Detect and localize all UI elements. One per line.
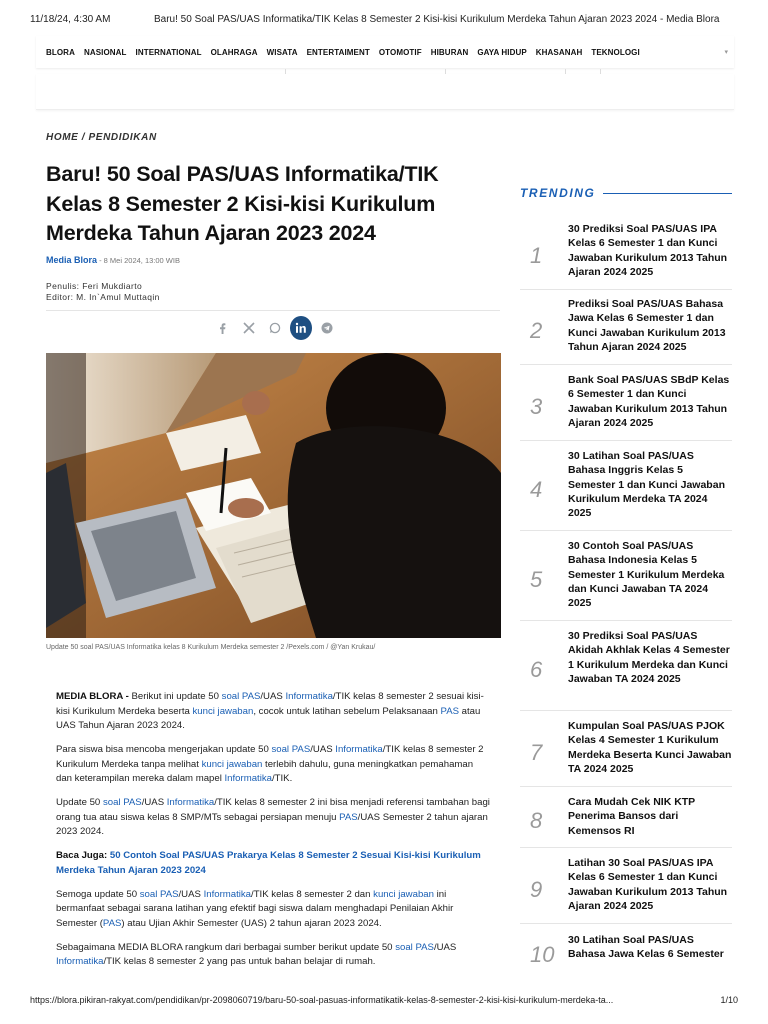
trending-title[interactable]: 30 Prediksi Soal PAS/UAS IPA Kelas 6 Semester 1 dan Kunci Jawaban Kurikulum 2013 Tahun Ajaran 2024 2025 bbox=[568, 223, 728, 278]
tag-link[interactable]: Informatika bbox=[285, 691, 333, 702]
trending-title[interactable]: 30 Latihan Soal PAS/UAS Bahasa Jawa Kelas 6 Semester bbox=[568, 934, 724, 961]
article-title: Baru! 50 Soal PAS/UAS Informatika/TIK Kelas 8 Semester 2 Kisi-kisi Kurikulum Merdeka Tahun Ajaran 2023 2024 bbox=[46, 162, 439, 245]
nav-item-hiburan[interactable]: HIBURAN bbox=[430, 47, 469, 57]
trending-item[interactable] bbox=[520, 449, 732, 531]
trending-item[interactable] bbox=[520, 222, 732, 290]
text: , cocok untuk latihan sebelum Pelaksanaan bbox=[253, 705, 441, 717]
trending-item[interactable] bbox=[520, 373, 732, 441]
trending-item[interactable] bbox=[520, 539, 732, 621]
print-page-title: Baru! 50 Soal PAS/UAS Informatika/TIK Kelas 8 Semester 2 Kisi-kisi Kurikulum Merdeka Tahun Ajaran 2023 2024 - Media Blora bbox=[154, 14, 720, 25]
trending-rank: 5 bbox=[530, 566, 543, 592]
paragraph bbox=[56, 796, 490, 840]
main-nav bbox=[36, 36, 734, 68]
print-header bbox=[30, 14, 738, 30]
text: /TIK kelas 8 semester 2 yang pas untuk bahan belajar di rumah. bbox=[103, 956, 376, 967]
text: /UAS bbox=[260, 691, 286, 702]
trending-rank: 7 bbox=[530, 739, 543, 765]
nav-item-nasional[interactable]: NASIONAL bbox=[83, 47, 127, 57]
text: /UAS bbox=[310, 744, 336, 755]
baca-juga-label: Baca Juga: bbox=[56, 850, 110, 861]
source-link[interactable]: Media Blora bbox=[46, 255, 98, 265]
trending-title[interactable]: Latihan 30 Soal PAS/UAS IPA Kelas 6 Semester 1 dan Kunci Jawaban Kurikulum 2013 Tahun Ajaran 2024 2025 bbox=[568, 857, 728, 912]
chevron-down-icon[interactable]: ▾ bbox=[724, 49, 728, 56]
article-hero-image bbox=[46, 353, 501, 638]
print-timestamp: 11/18/24, 4:30 AM bbox=[30, 14, 111, 25]
text: /UAS bbox=[433, 941, 457, 953]
trending-title[interactable]: 30 Contoh Soal PAS/UAS Bahasa Indonesia Kelas 5 Semester 1 Kurikulum Merdeka dan Kunci Jawaban TA 2024 2025 bbox=[568, 540, 725, 610]
nav-item-teknologi[interactable]: TEKNOLOGI bbox=[591, 47, 640, 57]
paragraph bbox=[56, 690, 490, 734]
text: ) atau Ujian Akhir Semester (UAS) 2 tahun ajaran 2023 2024. bbox=[121, 917, 382, 929]
text: Berikut ini update 50 bbox=[131, 691, 222, 702]
trending-title[interactable]: Cara Mudah Cek NIK KTP Penerima Bansos dari Kemensos RI bbox=[568, 796, 695, 837]
trending-item[interactable] bbox=[520, 795, 732, 848]
tag-link[interactable]: soal PAS bbox=[271, 744, 311, 755]
trending-item[interactable] bbox=[520, 933, 732, 977]
trending-label: TRENDING bbox=[520, 186, 596, 200]
text: Sebagaimana MEDIA BLORA rangkum dari berbagai sumber berikut update 50 bbox=[56, 941, 396, 953]
text: atau UAS Tahun Ajaran 2023 2024. bbox=[56, 705, 481, 731]
trending-rank: 8 bbox=[530, 808, 543, 833]
tag-link[interactable]: PAS bbox=[102, 917, 122, 929]
ad-banner-placeholder bbox=[36, 74, 734, 110]
trending-rank: 3 bbox=[530, 393, 543, 419]
text: /UAS Semester 2 tahun ajaran 2023 2024. bbox=[56, 811, 488, 837]
nav-item-blora[interactable]: BLORA bbox=[46, 47, 75, 57]
nav-item-gaya-hidup[interactable]: GAYA HIDUP bbox=[477, 47, 527, 57]
nav-item-entertaiment[interactable]: ENTERTAIMENT bbox=[306, 47, 370, 57]
writer-line: Penulis: Feri Mukdiarto bbox=[46, 281, 143, 291]
trending-rank: 9 bbox=[530, 876, 543, 902]
nav-item-international[interactable]: INTERNATIONAL bbox=[135, 47, 202, 57]
trending-item[interactable] bbox=[520, 856, 732, 924]
baca-juga-link[interactable]: 50 Contoh Soal PAS/UAS Prakarya Kelas 8 Semester 2 Sesuai Kisi-kisi Kurikulum Merdeka Tahun Ajaran 2023 2024 bbox=[56, 850, 481, 876]
tag-link[interactable]: PAS bbox=[440, 705, 459, 717]
tag-link[interactable]: soal PAS bbox=[102, 797, 142, 808]
tag-link[interactable]: soal PAS bbox=[395, 941, 434, 953]
text: Semoga update 50 bbox=[56, 888, 140, 900]
tag-link[interactable]: Informatika bbox=[224, 773, 272, 784]
trending-rank: 1 bbox=[530, 242, 543, 268]
print-page-number: 1/10 bbox=[720, 995, 738, 1005]
tag-link[interactable]: soal PAS bbox=[221, 691, 261, 702]
trending-title[interactable]: Prediksi Soal PAS/UAS Bahasa Jawa Kelas 6 Semester 1 dan Kunci Jawaban Kurikulum 2013 Tahun Ajaran 2024 2025 bbox=[568, 298, 726, 353]
article-body bbox=[56, 690, 490, 979]
linkedin-icon[interactable] bbox=[290, 316, 312, 340]
trending-title[interactable]: 30 Prediksi Soal PAS/UAS Akidah Akhlak Kelas 4 Semester 1 Kurikulum Merdeka dan Kunci Jawaban TA 2024 2025 bbox=[568, 630, 730, 685]
publish-date: - 8 Mei 2024, 13:00 WIB bbox=[97, 256, 180, 265]
share-bar bbox=[210, 316, 340, 340]
trending-rank: 2 bbox=[530, 317, 543, 343]
trending-title[interactable]: Bank Soal PAS/UAS SBdP Kelas 6 Semester 1 dan Kunci Jawaban Kurikulum 2013 Tahun Ajaran 2024 2025 bbox=[568, 374, 730, 429]
author-info bbox=[46, 281, 160, 303]
text: /TIK kelas 8 semester 2 sesuai kisi-kisi Kurikulum Merdeka beserta bbox=[56, 691, 484, 717]
divider bbox=[46, 310, 500, 311]
tag-link[interactable]: Informatika bbox=[203, 888, 252, 900]
text: /TIK kelas 8 semester 2 dan bbox=[251, 888, 374, 900]
breadcrumb[interactable]: HOME / PENDIDIKAN bbox=[46, 132, 157, 143]
x-icon[interactable] bbox=[236, 316, 262, 340]
telegram-icon[interactable] bbox=[314, 316, 340, 340]
trending-item[interactable] bbox=[520, 297, 732, 365]
paragraph bbox=[56, 941, 490, 970]
text: /TIK kelas 8 semester 2 ini bisa menjadi referensi tambahan bagi orang tua atau siswa kelas 8 SMP/MTs sebagai persiapan menuju bbox=[56, 797, 490, 823]
text: /TIK kelas 8 semester 2 Kurikulum Merdeka tanpa melihat bbox=[56, 744, 484, 770]
paragraph bbox=[56, 743, 490, 787]
text: /TIK. bbox=[271, 773, 293, 784]
nav-item-otomotif[interactable]: OTOMOTIF bbox=[378, 47, 422, 57]
tag-link[interactable]: kunci jawaban bbox=[373, 888, 434, 900]
article-meta bbox=[46, 255, 180, 265]
nav-item-wisata[interactable]: WISATA bbox=[266, 47, 298, 57]
print-url: https://blora.pikiran-rakyat.com/pendidikan/pr-2098060719/baru-50-soal-pasuas-informatikatik-kelas-8-semester-2-kisi-kisi-kurikulum-merdeka-ta... bbox=[30, 995, 614, 1005]
lead-text: MEDIA BLORA - bbox=[56, 691, 132, 702]
tag-link[interactable]: Informatika bbox=[166, 797, 215, 808]
image-caption: Update 50 soal PAS/UAS Informatika kelas 8 Kurikulum Merdeka semester 2 /Pexels.com / @Yan Krukau/ bbox=[46, 644, 376, 651]
tag-link[interactable]: Informatika bbox=[56, 956, 104, 967]
trending-title[interactable]: 30 Latihan Soal PAS/UAS Bahasa Inggris Kelas 5 Semester 1 dan Kunci Jawaban Kurikulum Merdeka TA 2024 2025 bbox=[568, 450, 725, 520]
trending-rule bbox=[603, 193, 732, 194]
editor-line: Editor: M. In`Amul Muttaqin bbox=[46, 292, 160, 302]
trending-rank: 10 bbox=[530, 942, 555, 967]
tag-link[interactable]: PAS bbox=[339, 811, 358, 823]
text: Update 50 bbox=[56, 797, 103, 808]
tag-link[interactable]: Informatika bbox=[335, 744, 383, 755]
trending-heading bbox=[520, 186, 732, 200]
nav-item-khasanah[interactable]: KHASANAH bbox=[535, 47, 583, 57]
tag-link[interactable]: kunci jawaban bbox=[192, 705, 254, 717]
trending-item[interactable] bbox=[520, 629, 732, 711]
paragraph bbox=[56, 888, 490, 932]
text: ini bermanfaat sebagai sarana latihan yang efektif bagi siswa dalam menghadapi Penilaian Akhir Semester ( bbox=[56, 888, 454, 929]
whatsapp-icon[interactable] bbox=[262, 316, 288, 340]
trending-title[interactable]: Kumpulan Soal PAS/UAS PJOK Kelas 4 Semester 1 Kurikulum Merdeka Beserta Kunci Jawaban TA 2024 2025 bbox=[568, 720, 732, 775]
tag-link[interactable]: kunci jawaban bbox=[201, 758, 263, 770]
text: terlebih dahulu, guna meningkatkan pemahaman dan keterampilan mereka dalam mapel bbox=[56, 758, 474, 784]
trending-rank: 4 bbox=[530, 476, 543, 502]
text: Para siswa bisa mencoba mengerjakan update 50 bbox=[56, 744, 272, 755]
text: /UAS bbox=[141, 797, 167, 808]
tag-link[interactable]: soal PAS bbox=[139, 888, 179, 900]
baca-juga bbox=[56, 849, 490, 878]
nav-item-olahraga[interactable]: OLAHRAGA bbox=[210, 47, 258, 57]
facebook-icon[interactable] bbox=[210, 316, 236, 340]
text: /UAS bbox=[178, 888, 204, 900]
trending-rank: 6 bbox=[530, 656, 543, 682]
trending-item[interactable] bbox=[520, 719, 732, 787]
